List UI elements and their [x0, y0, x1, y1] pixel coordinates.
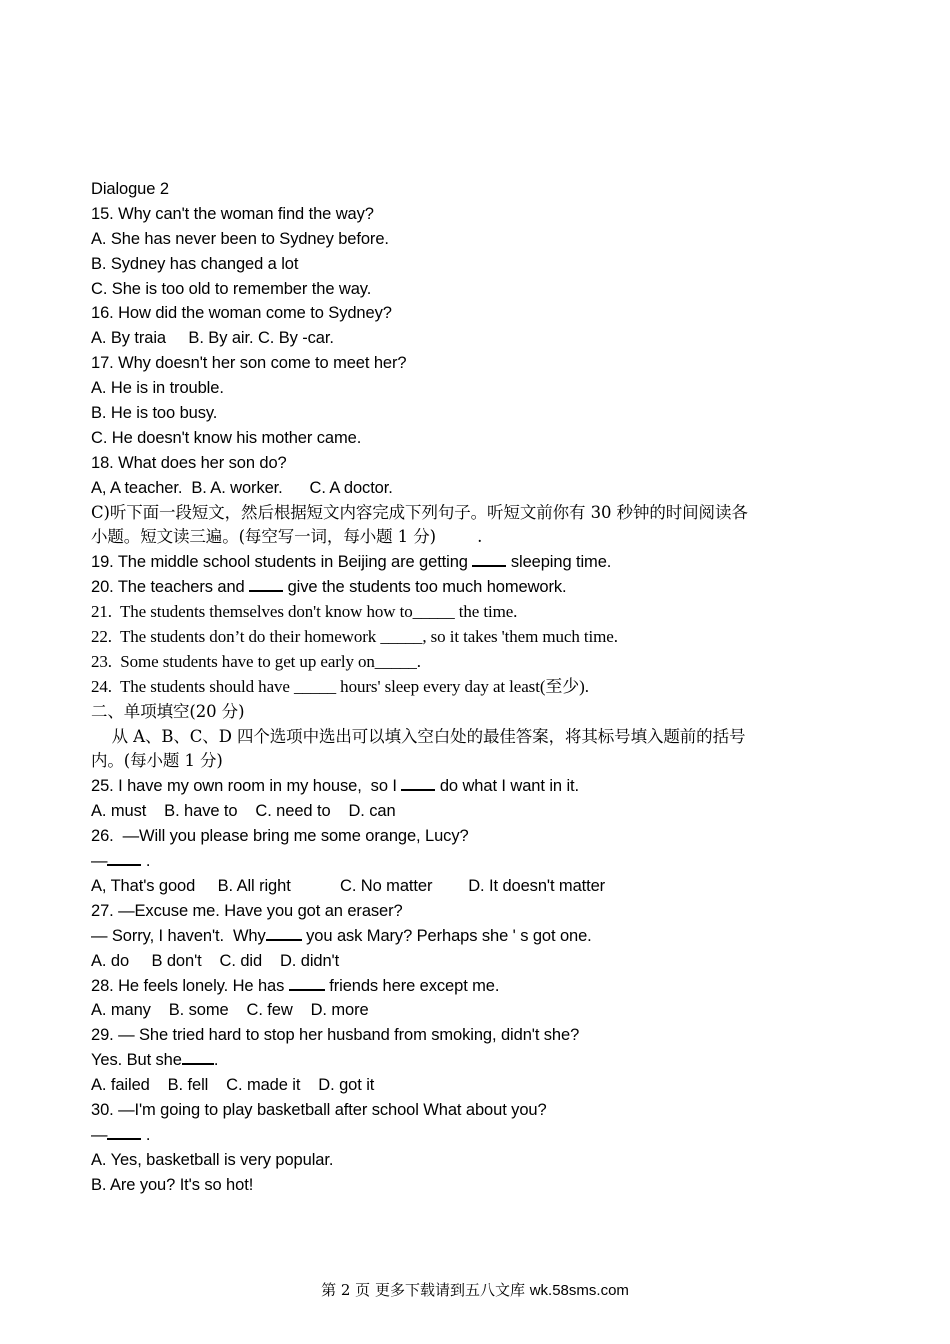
question-19-text-b: sleeping time.: [506, 553, 612, 572]
question-22: 22. The students don’t do their homework _____, so it takes 'them much time.: [91, 627, 618, 647]
question-19: [91, 550, 861, 575]
question-28-options: A. many B. some C. few D. more: [91, 1001, 369, 1020]
answer-blank: [401, 775, 435, 791]
period: .: [141, 1125, 151, 1144]
question-17-option-c: C. He doesn't know his mother came.: [91, 428, 362, 447]
question-17: 17. Why doesn't her son come to meet her?: [91, 354, 407, 373]
question-28: [91, 974, 861, 999]
question-28-text-b: friends here except me.: [324, 976, 500, 995]
question-24: 24. The students should have _____ hours' sleep every day at least(至少).: [91, 676, 589, 696]
question-19-text-a: 19. The middle school students in Beijing are getting: [91, 553, 473, 572]
question-17-option-a: A. He is in trouble.: [91, 379, 224, 398]
question-15-option-b: B. Sydney has changed a lot: [91, 254, 299, 273]
question-30-response: [91, 1123, 861, 1148]
page-footer: [0, 1279, 950, 1302]
dash: —: [91, 852, 108, 871]
question-16: 16. How did the woman come to Sydney?: [91, 304, 392, 323]
period: .: [141, 852, 151, 871]
section-2-instruction-line-1: 从 A、B、C、D 四个选项中选出可以填入空白处的最佳答案，将其标号填入题前的括号: [91, 726, 746, 746]
question-30-option-b: B. Are you? It's so hot!: [91, 1175, 254, 1194]
footer-site-link[interactable]: wk.58sms.com: [529, 1282, 629, 1299]
question-25-text-b: do what I want in it.: [435, 777, 579, 796]
question-15: 15. Why can't the woman find the way?: [91, 204, 374, 223]
question-18: 18. What does her son do?: [91, 453, 287, 472]
section-c-instruction-line-1: C)听下面一段短文，然后根据短文内容完成下列句子。听短文前你有 30 秒钟的时间阅读各: [91, 502, 748, 522]
question-29: 29. — She tried hard to stop her husband from smoking, didn't she?: [91, 1026, 580, 1045]
question-15-option-c: C. She is too old to remember the way.: [91, 279, 372, 298]
question-29-response-a: Yes. But she: [91, 1051, 182, 1070]
dialogue-heading: Dialogue 2: [91, 180, 169, 198]
question-30-option-a: A. Yes, basketball is very popular.: [91, 1150, 334, 1169]
question-20: [91, 575, 861, 600]
question-20-text-b: give the students too much homework.: [283, 578, 567, 597]
answer-blank: [182, 1049, 214, 1065]
section-c-instruction-line-2: 小题。短文读三遍。(每空写一词，每小题 1 分) .: [91, 527, 483, 547]
question-26-options: A, That's good B. All right C. No matter D. It doesn't matter: [91, 876, 606, 895]
question-15-option-a: A. She has never been to Sydney before.: [91, 229, 389, 248]
question-17-option-b: B. He is too busy.: [91, 404, 218, 423]
question-18-options: A, A teacher. B. A. worker. C. A doctor.: [91, 478, 393, 497]
answer-blank: [266, 925, 302, 941]
question-30: 30. —I'm going to play basketball after school What about you?: [91, 1100, 547, 1119]
answer-blank: [107, 1124, 141, 1140]
question-29-options: A. failed B. fell C. made it D. got it: [91, 1076, 375, 1095]
footer-page-label: 第 2 页 更多下载请到五八文库: [321, 1281, 530, 1299]
document-body: [91, 177, 861, 1198]
question-28-text-a: 28. He feels lonely. He has: [91, 976, 289, 995]
question-27-response-a: — Sorry, I haven't. Why: [91, 926, 266, 945]
dash: —: [91, 1125, 108, 1144]
question-27-response: [91, 924, 861, 949]
question-29-response-b: .: [213, 1051, 219, 1070]
question-26: 26. —Will you please bring me some orange, Lucy?: [91, 827, 469, 846]
answer-blank: [107, 850, 141, 866]
answer-blank: [289, 975, 325, 991]
question-16-options: A. By traia B. By air. C. By -car.: [91, 329, 334, 348]
question-26-response: [91, 849, 861, 874]
question-25: [91, 774, 861, 799]
question-23: 23. Some students have to get up early on_____.: [91, 651, 421, 671]
question-25-text-a: 25. I have my own room in my house, so I: [91, 777, 402, 796]
question-27-options: A. do B don't C. did D. didn't: [91, 951, 340, 970]
question-27: 27. —Excuse me. Have you got an eraser?: [91, 901, 403, 920]
question-21: 21. The students themselves don't know how to_____ the time.: [91, 602, 518, 622]
section-2-heading: 二、单项填空(20 分): [91, 701, 245, 721]
answer-blank: [249, 576, 283, 592]
question-27-response-b: you ask Mary? Perhaps she ' s got one.: [301, 926, 592, 945]
answer-blank: [472, 551, 506, 567]
section-2-instruction-line-2: 内。(每小题 1 分): [91, 751, 223, 771]
question-20-text-a: 20. The teachers and: [91, 578, 250, 597]
question-29-response: [91, 1048, 861, 1073]
question-25-options: A. must B. have to C. need to D. can: [91, 802, 396, 821]
